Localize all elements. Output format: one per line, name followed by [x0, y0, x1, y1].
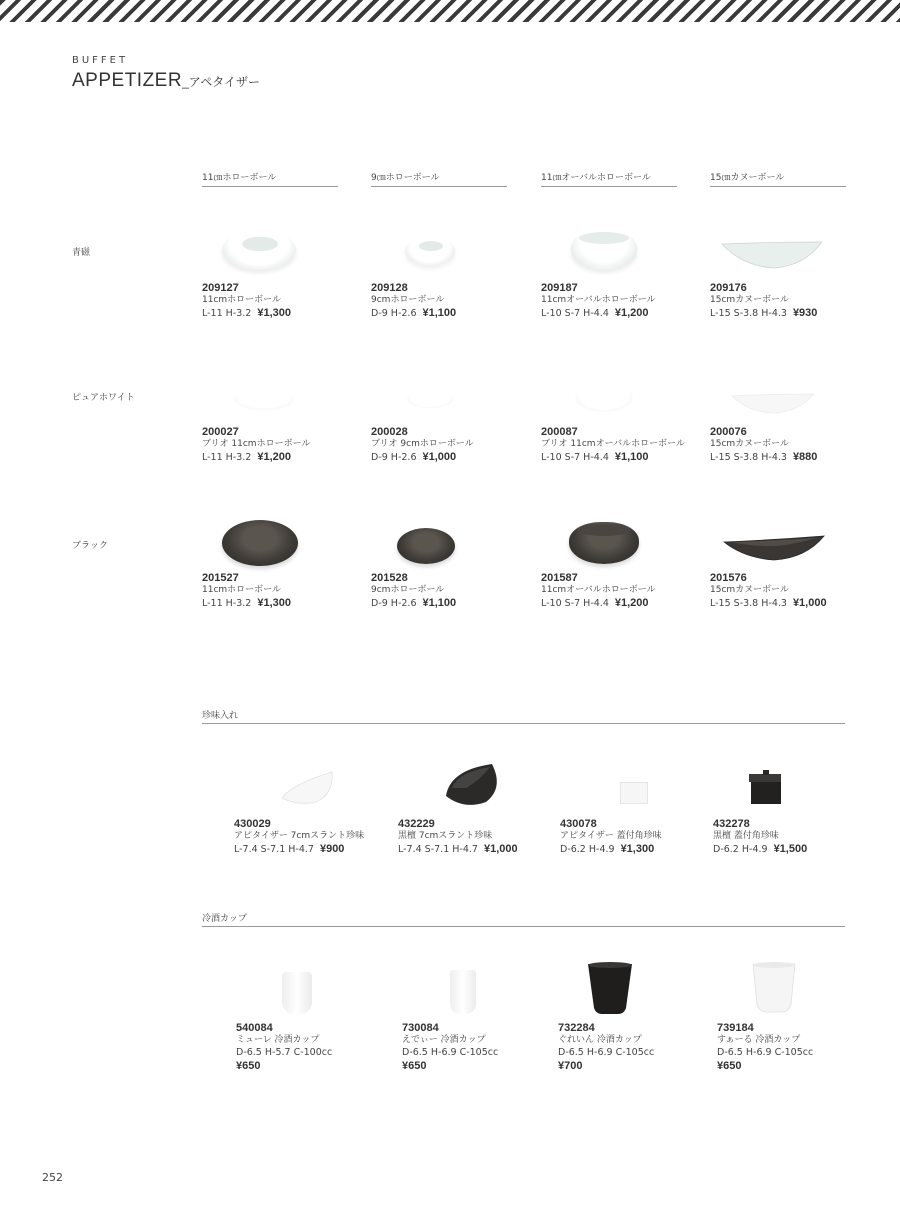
product-card[interactable]: [371, 512, 541, 611]
sake-cup-shape: [566, 962, 676, 1022]
product-image-oval-bowl: [549, 222, 659, 282]
product-price: ¥650: [717, 1060, 742, 1072]
product-card[interactable]: [202, 366, 372, 465]
column-heading-15cm-canoe: 15㎝カヌーボール: [710, 170, 846, 187]
product-card[interactable]: [541, 512, 711, 611]
slant-dish-shape: [406, 758, 516, 818]
product-name: 黒檀 7cmスラント珍味: [398, 831, 493, 841]
product-price: ¥1,300: [257, 597, 291, 609]
product-card[interactable]: [236, 962, 406, 1073]
product-dimensions: D-6.5 H-5.7 C-100cc: [236, 1047, 333, 1058]
product-card[interactable]: [713, 758, 883, 857]
product-name: すぁーる 冷酒カップ: [717, 1035, 801, 1045]
product-code: 432229: [398, 818, 435, 830]
product-price: ¥700: [558, 1060, 583, 1072]
product-name: 15cmカヌーボール: [710, 295, 789, 305]
product-dimensions: D-6.5 H-6.9 C-105cc: [402, 1047, 499, 1058]
product-code: 430029: [234, 818, 271, 830]
column-heading-9cm-hollow: 9㎝ホローボール: [371, 170, 507, 187]
product-code: 201527: [202, 572, 239, 584]
product-code: 432278: [713, 818, 750, 830]
product-card[interactable]: [541, 222, 711, 321]
product-image-hollow-bowl: [379, 512, 489, 572]
product-name: えでぃー 冷酒カップ: [402, 1035, 486, 1045]
product-price: ¥880: [792, 451, 818, 463]
product-price: ¥930: [792, 307, 818, 319]
product-name: ぐれいん 冷酒カップ: [558, 1035, 642, 1045]
product-card[interactable]: [371, 366, 541, 465]
product-name: アピタイザー 蓋付角珍味: [560, 831, 662, 841]
product-dimensions: L-11 H-3.2: [202, 308, 252, 319]
product-name: 11cmホローボール: [202, 585, 281, 595]
product-spec-line: [710, 596, 880, 611]
product-code: 200027: [202, 426, 239, 438]
product-code: 201528: [371, 572, 408, 584]
page-number: 252: [42, 1171, 63, 1184]
product-spec-line: [202, 450, 372, 465]
product-dimensions: D-9 H-2.6: [371, 308, 417, 319]
product-card[interactable]: [560, 758, 730, 857]
product-spec-line: [371, 450, 541, 465]
row-label-black: ブラック: [72, 541, 108, 551]
product-code: 209187: [541, 282, 578, 294]
sake-cup-shape: [725, 962, 835, 1022]
product-code: 201576: [710, 572, 747, 584]
product-spec-line: [234, 842, 404, 857]
product-spec-line: [371, 596, 541, 611]
product-dimensions: D-6.2 H-4.9: [713, 844, 768, 855]
product-code: 200028: [371, 426, 408, 438]
product-dimensions: L-15 S-3.8 H-4.3: [710, 598, 787, 609]
product-name: 15cmカヌーボール: [710, 439, 789, 449]
row-label-pure-white: ピュアホワイト: [72, 393, 135, 403]
product-spec-line: [202, 306, 372, 321]
product-image-hollow-bowl: [210, 366, 320, 426]
product-dimensions: L-11 H-3.2: [202, 452, 252, 463]
section-heading-delicacy-dishes: 珍味入れ: [202, 708, 845, 724]
product-card[interactable]: [541, 366, 711, 465]
product-dimensions: L-7.4 S-7.1 H-4.7: [398, 844, 478, 855]
product-card[interactable]: [558, 962, 728, 1073]
product-image-sake-cup: [566, 962, 676, 1022]
product-code: 209176: [710, 282, 747, 294]
product-code: 739184: [717, 1022, 754, 1034]
product-spec-line: [710, 306, 880, 321]
product-card[interactable]: [717, 962, 887, 1073]
product-dimensions: D-6.2 H-4.9: [560, 844, 615, 855]
product-code: 430078: [560, 818, 597, 830]
canoe-bowl-shape: [718, 512, 828, 572]
product-price: ¥1,000: [422, 451, 457, 463]
product-dimensions: L-15 S-3.8 H-4.3: [710, 308, 787, 319]
product-price: ¥650: [236, 1060, 261, 1072]
product-name: 11cmオーバルホローボール: [541, 295, 656, 305]
product-code: 209127: [202, 282, 239, 294]
product-price: ¥1,100: [422, 307, 457, 319]
product-code: 209128: [371, 282, 408, 294]
product-price: ¥1,000: [792, 597, 827, 609]
product-spec-line: [541, 306, 711, 321]
product-price: ¥1,200: [614, 597, 649, 609]
product-spec-line: [371, 306, 541, 321]
product-name: 15cmカヌーボール: [710, 585, 789, 595]
product-card[interactable]: [202, 512, 372, 611]
product-image-slant-dish: [406, 758, 516, 818]
product-dimensions: L-15 S-3.8 H-4.3: [710, 452, 787, 463]
title-main: APPETIZER: [72, 70, 183, 91]
product-image-hollow-bowl: [210, 222, 320, 282]
product-price: ¥1,200: [257, 451, 291, 463]
product-name: アピタイザー 7cmスラント珍味: [234, 831, 365, 841]
product-spec-line: [541, 450, 711, 465]
page-title: [72, 70, 260, 92]
canoe-bowl-shape: [718, 222, 828, 282]
product-name: ブリオ 11cmオーバルホローボール: [541, 439, 685, 449]
product-image-lidded-square-dish: [721, 758, 831, 818]
product-spec-line: [398, 842, 568, 857]
product-name: ブリオ 11cmホローボール: [202, 439, 311, 449]
product-card[interactable]: [234, 758, 404, 857]
title-subtitle: _アペタイザー: [182, 75, 261, 89]
product-name: 9cmホローボール: [371, 295, 445, 305]
column-heading-11cm-hollow: 11㎝ホローボール: [202, 170, 338, 187]
product-code: 732284: [558, 1022, 595, 1034]
product-price: ¥1,500: [773, 843, 808, 855]
product-code: 540084: [236, 1022, 273, 1034]
product-image-slant-dish: [242, 758, 352, 818]
product-card[interactable]: [402, 962, 572, 1073]
product-name: 黒檀 蓋付角珍味: [713, 831, 779, 841]
product-price: ¥900: [319, 843, 345, 855]
product-name: 9cmホローボール: [371, 585, 445, 595]
product-dimensions: D-6.5 H-6.9 C-105cc: [558, 1047, 655, 1058]
product-name: ブリオ 9cmホローボール: [371, 439, 474, 449]
product-dimensions: L-7.4 S-7.1 H-4.7: [234, 844, 314, 855]
product-name: ミューレ 冷酒カップ: [236, 1035, 320, 1045]
product-spec-line: [713, 842, 883, 857]
product-price: ¥1,300: [620, 843, 655, 855]
product-image-hollow-bowl: [379, 366, 489, 426]
slant-dish-shape: [242, 758, 352, 818]
product-card[interactable]: [202, 222, 372, 321]
product-price: ¥1,200: [614, 307, 649, 319]
product-image-canoe-bowl: [718, 222, 828, 282]
product-image-canoe-bowl: [718, 366, 828, 426]
category-kicker: BUFFET: [72, 55, 129, 66]
product-code: 200076: [710, 426, 747, 438]
product-dimensions: L-10 S-7 H-4.4: [541, 452, 609, 463]
product-image-oval-bowl: [549, 366, 659, 426]
product-name: 11cmオーバルホローボール: [541, 585, 656, 595]
product-code: 201587: [541, 572, 578, 584]
column-heading-11cm-oval: 11㎝オーバルホローボール: [541, 170, 677, 187]
product-dimensions: D-6.5 H-6.9 C-105cc: [717, 1047, 814, 1058]
product-price: ¥1,100: [614, 451, 649, 463]
product-price: ¥650: [402, 1060, 427, 1072]
product-card[interactable]: [398, 758, 568, 857]
product-image-hollow-bowl: [379, 222, 489, 282]
product-spec-line: [710, 450, 880, 465]
section-heading-sake-cups: 冷酒カップ: [202, 911, 845, 927]
product-price: ¥1,000: [483, 843, 518, 855]
product-image-sake-cup: [244, 962, 354, 1022]
product-spec-line: [202, 596, 372, 611]
product-card[interactable]: [710, 366, 880, 465]
product-dimensions: L-10 S-7 H-4.4: [541, 598, 609, 609]
canoe-bowl-shape: [718, 366, 828, 426]
product-image-lidded-square-dish: [568, 758, 678, 818]
product-name: 11cmホローボール: [202, 295, 281, 305]
product-image-sake-cup: [410, 962, 520, 1022]
row-label-celadon: 青磁: [72, 248, 91, 258]
product-image-hollow-bowl: [210, 512, 320, 572]
product-dimensions: L-10 S-7 H-4.4: [541, 308, 609, 319]
product-image-canoe-bowl: [718, 512, 828, 572]
product-card[interactable]: [371, 222, 541, 321]
product-price: ¥1,100: [422, 597, 457, 609]
product-card[interactable]: [710, 512, 880, 611]
product-code: 730084: [402, 1022, 439, 1034]
product-spec-line: [541, 596, 711, 611]
product-image-oval-bowl: [549, 512, 659, 572]
product-code: 200087: [541, 426, 578, 438]
product-spec-line: [560, 842, 730, 857]
product-image-sake-cup: [725, 962, 835, 1022]
header-stripe-band: [0, 0, 900, 22]
product-dimensions: L-11 H-3.2: [202, 598, 252, 609]
product-dimensions: D-9 H-2.6: [371, 452, 417, 463]
product-dimensions: D-9 H-2.6: [371, 598, 417, 609]
product-price: ¥1,300: [257, 307, 291, 319]
product-card[interactable]: [710, 222, 880, 321]
